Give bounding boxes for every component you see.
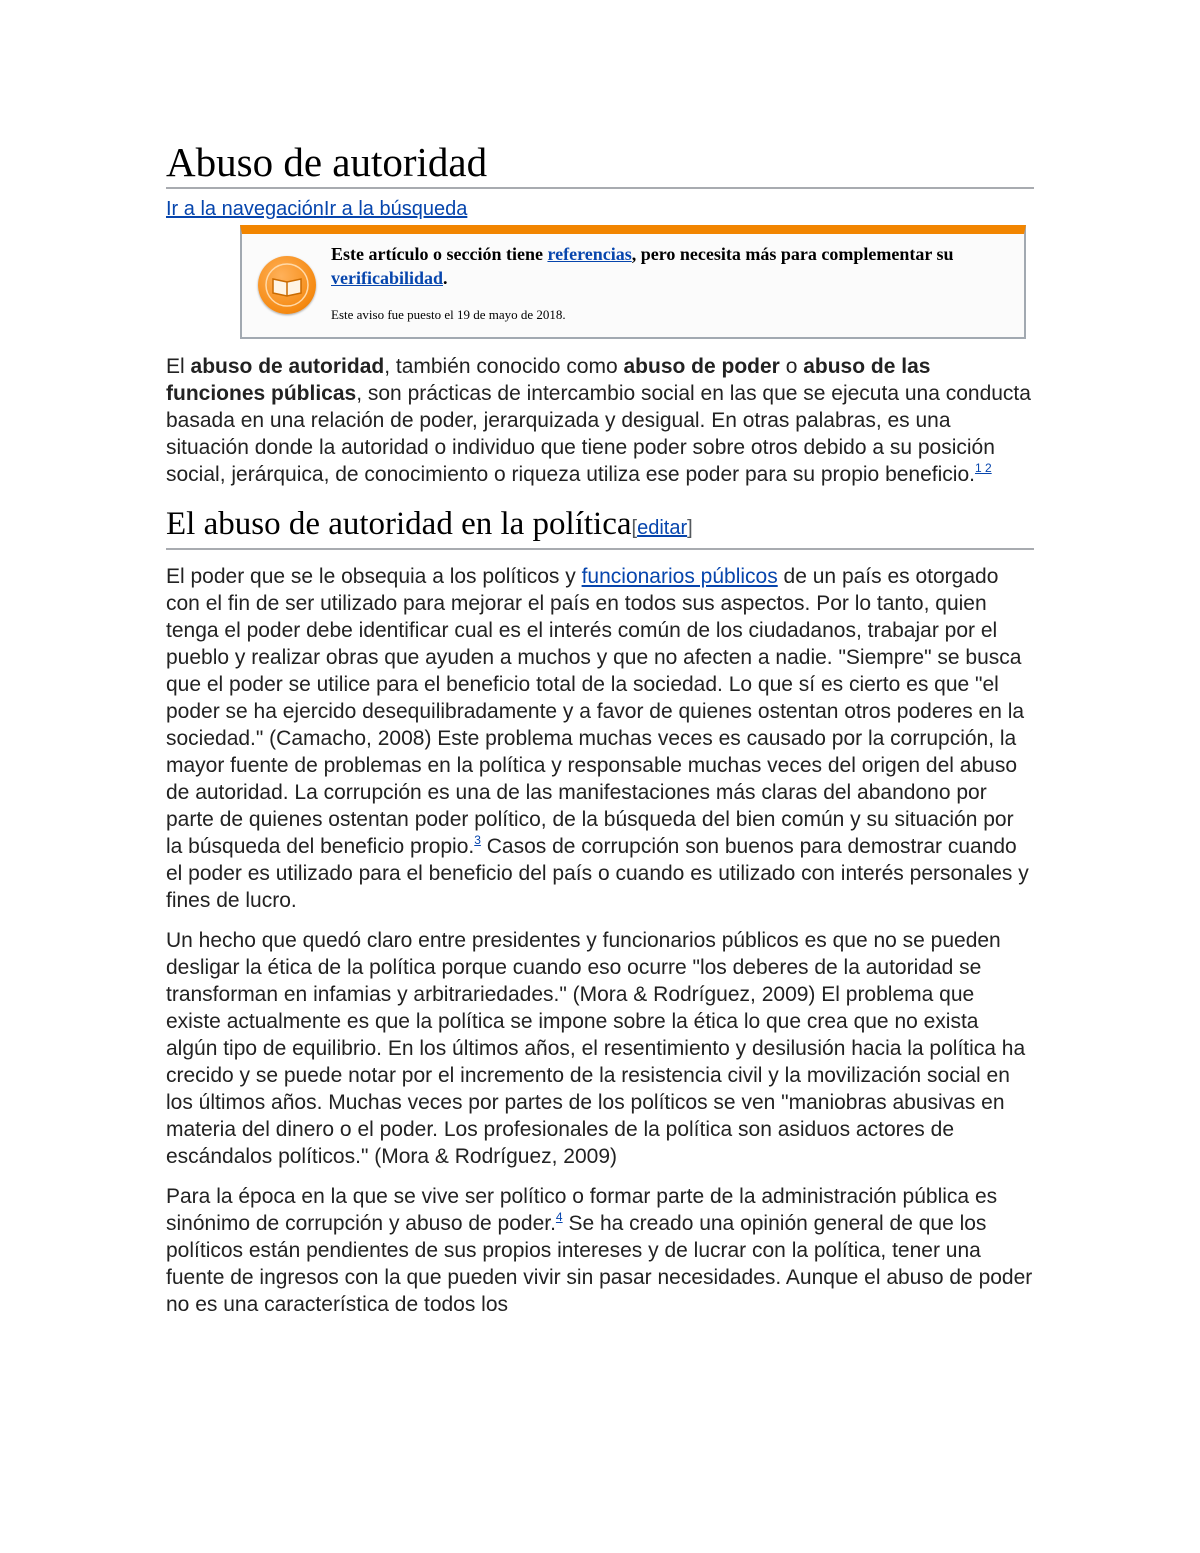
notice-text [331, 242, 1011, 324]
body-paragraph [166, 563, 1034, 914]
text-span: Se ha creado una opinión general de que los políticos están pendientes de sus propios intereses y de lucrar con la política, tener una fuente de ingresos con la que pueden vivir sin pasar necesidades. Aunque el abuso de poder no es una característica de todos los [166, 1212, 1033, 1316]
text-span: , también conocido como [384, 355, 624, 378]
edit-section [632, 517, 693, 539]
body-paragraph [166, 1183, 1034, 1318]
verificabilidad-link[interactable]: verificabilidad [331, 268, 443, 288]
article-content [166, 138, 1034, 1318]
notice-text-part: Este artículo o sección tiene [331, 244, 548, 264]
intro-paragraph [166, 353, 1034, 488]
text-span: o [779, 355, 804, 378]
bold-term: abuso de las funciones públicas [166, 355, 931, 405]
text-span: Casos de corrupción son buenos para demostrar cuando el poder es utilizado para el beneficio del país o cuando es utilizado con interés personales y fines de lucro. [166, 835, 1029, 912]
text-span: , son prácticas de intercambio social en las que se ejecuta una conducta basada en una relación de poder, jerarquizada y desigual. En otras palabras, es una situación donde la autoridad o individuo que tiene poder sobre otros debido a su posición social, jerárquica, de conocimiento o riqueza utiliza ese poder para su propio beneficio. [166, 382, 1031, 486]
funcionarios-publicos-link[interactable]: funcionarios públicos [581, 565, 778, 588]
book-icon-glyph [258, 256, 316, 314]
page-title: Abuso de autoridad [166, 138, 1034, 189]
jump-to-navigation-link[interactable]: Ir a la navegación [166, 198, 324, 220]
bold-term: abuso de poder [623, 355, 780, 378]
jump-links [166, 195, 1034, 223]
text-span: Para la época en la que se vive ser político o formar parte de la administración pública es sinónimo de corrupción y abuso de poder. [166, 1185, 998, 1235]
text-span: El poder que se le obsequia a los políticos y [166, 565, 582, 588]
jump-to-search-link[interactable]: Ir a la búsqueda [323, 198, 468, 220]
notice-date: Este aviso fue puesto el 19 de mayo de 2018. [331, 307, 566, 322]
referencias-link[interactable]: referencias [547, 244, 632, 264]
section-heading [166, 504, 1034, 550]
edit-link[interactable]: editar [637, 517, 688, 539]
edit-bracket: ] [687, 517, 693, 539]
reference-link[interactable]: 4 [555, 1210, 563, 1224]
text-span: El [166, 355, 191, 378]
notice-text-part: , pero necesita más para complementar su [631, 244, 954, 264]
text-span: de un país es otorgado con el fin de ser utilizado para mejorar el país en todos sus aspectos. Por lo tanto, quien tenga el poder debe identificar cual es el interés común de los ciudadanos, trabajar por el pueblo y realizar obras que ayuden a muchos y que no afecten a nadie. "Siempre" se busca que el poder se utilice para el beneficio total de la sociedad. Lo que sí es cierto es que "el poder se ha ejercido desequilibradamente y a favor de quienes ostentan otros poderes en la sociedad." (Camacho, 2008) Este problema muchas veces es causado por la corrupción, la mayor fuente de problemas en la política y responsable muchas veces del origen del abuso de autoridad. La corrupción es una de las manifestaciones más claras del abandono por parte de quienes ostentan poder político, de la búsqueda del bien común y su situación por la búsqueda del beneficio propio. [166, 565, 1025, 858]
bold-term: abuso de autoridad [190, 355, 385, 378]
notice-message [331, 242, 1011, 290]
reference-link[interactable]: 1 2 [974, 461, 992, 475]
body-paragraph: Un hecho que quedó claro entre presidentes y funcionarios públicos es que no se pueden desligar la ética de la política porque cuando eso ocurre "los deberes de la autoridad se transforman en infamias y arbitrariedades." (Mora & Rodríguez, 2009) El problema que existe actualmente es que la política se impone sobre la ética lo que crea que no exista algún tipo de equilibrio. En los últimos años, el resentimiento y desilusión hacia la política ha crecido y se puede notar por el incremento de la resistencia civil y la movilización social en los últimos años. Muchas veces por partes de los políticos se ven "maniobras abusivas en materia del dinero o el poder. Los profesionales de la política son asiduos actores de escándalos políticos." (Mora & Rodríguez, 2009) [166, 929, 1026, 1168]
edit-bracket: [ [631, 517, 638, 539]
section-heading-text: El abuso de autoridad en la política [166, 506, 632, 542]
book-icon [258, 256, 316, 314]
references-notice-box [240, 225, 1026, 339]
notice-text-part: . [443, 268, 448, 288]
reference-link[interactable]: 3 [474, 833, 481, 847]
